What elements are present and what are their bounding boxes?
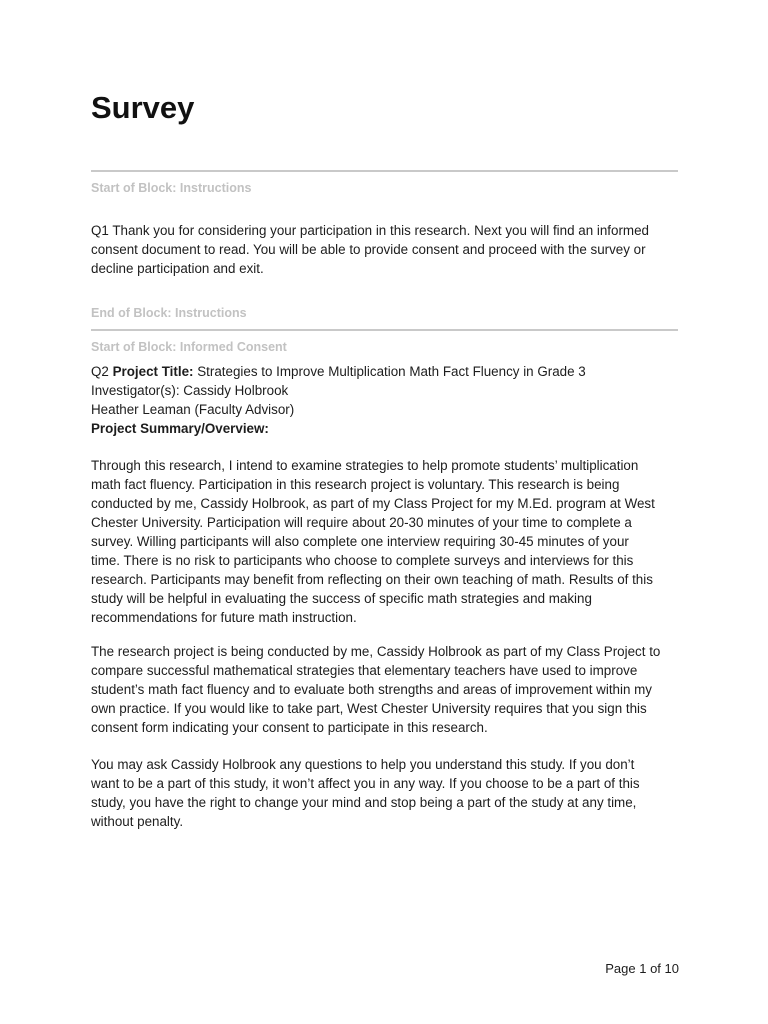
paragraph-line: Through this research, I intend to examine strategies to help promote students’ multiplication: [91, 458, 639, 473]
block-start-informed-consent: Start of Block: Informed Consent: [91, 340, 287, 354]
investigator-line: Investigator(s): Cassidy Holbrook: [91, 383, 289, 398]
block-divider: [91, 170, 678, 172]
page-title: Survey: [91, 90, 195, 125]
paragraph-line: recommendations for future math instruction.: [91, 610, 357, 625]
paragraph-line: The research project is being conducted by me, Cassidy Holbrook as part of my Class Project to: [91, 644, 661, 659]
summary-paragraph-2: [91, 642, 686, 737]
summary-paragraph-3: [91, 755, 686, 831]
block-end-instructions: End of Block: Instructions: [91, 306, 247, 320]
q1-line: consent document to read. You will be able to provide consent and proceed with the survey or: [91, 242, 646, 257]
paragraph-line: You may ask Cassidy Holbrook any questions to help you understand this study. If you don’t: [91, 757, 635, 772]
paragraph-line: compare successful mathematical strategies that elementary teachers have used to improve: [91, 663, 638, 678]
project-title-label: Project Title:: [112, 364, 194, 379]
project-title: Strategies to Improve Multiplication Math Fact Fluency in Grade 3: [197, 364, 586, 379]
paragraph-line: own practice. If you would like to take part, West Chester University requires that you sign this: [91, 701, 647, 716]
project-summary-heading: Project Summary/Overview:: [91, 421, 269, 436]
page-number: Page 1 of 10: [605, 961, 679, 976]
paragraph-line: study will be helpful in evaluating the success of specific math strategies and making: [91, 591, 592, 606]
paragraph-line: survey. Willing participants will also complete one interview requiring 30-45 minutes of your: [91, 534, 629, 549]
advisor-line: Heather Leaman (Faculty Advisor): [91, 402, 295, 417]
q1-line: Q1 Thank you for considering your participation in this research. Next you will find an informed: [91, 223, 649, 238]
paragraph-line: Chester University. Participation will require about 20-30 minutes of your time to complete a: [91, 515, 632, 530]
block-start-instructions: Start of Block: Instructions: [91, 181, 252, 195]
paragraph-line: time. There is no risk to participants who choose to complete surveys and interviews for this: [91, 553, 634, 568]
q2-project-title-line: [91, 362, 686, 381]
block-divider: [91, 329, 678, 331]
paragraph-line: study, you have the right to change your mind and stop being a part of the study at any time,: [91, 795, 637, 810]
q1-line: decline participation and exit.: [91, 261, 264, 276]
paragraph-line: conducted by me, Cassidy Holbrook, as part of my Class Project for my M.Ed. program at West: [91, 496, 655, 511]
paragraph-line: research. Participants may benefit from reflecting on their own teaching of math. Results of this: [91, 572, 653, 587]
paragraph-line: want to be a part of this study, it won’t affect you in any way. If you choose to be a part of this: [91, 776, 640, 791]
q2-number: Q2: [91, 364, 109, 379]
paragraph-line: student’s math fact fluency and to evaluate both strengths and areas of improvement within my: [91, 682, 652, 697]
paragraph-line: without penalty.: [91, 814, 184, 829]
question-q1: [91, 221, 686, 278]
summary-paragraph-1: [91, 456, 686, 627]
question-q2: [91, 362, 686, 438]
paragraph-line: consent form indicating your consent to participate in this research.: [91, 720, 488, 735]
paragraph-line: math fact fluency. Participation in this research project is voluntary. This research is being: [91, 477, 620, 492]
